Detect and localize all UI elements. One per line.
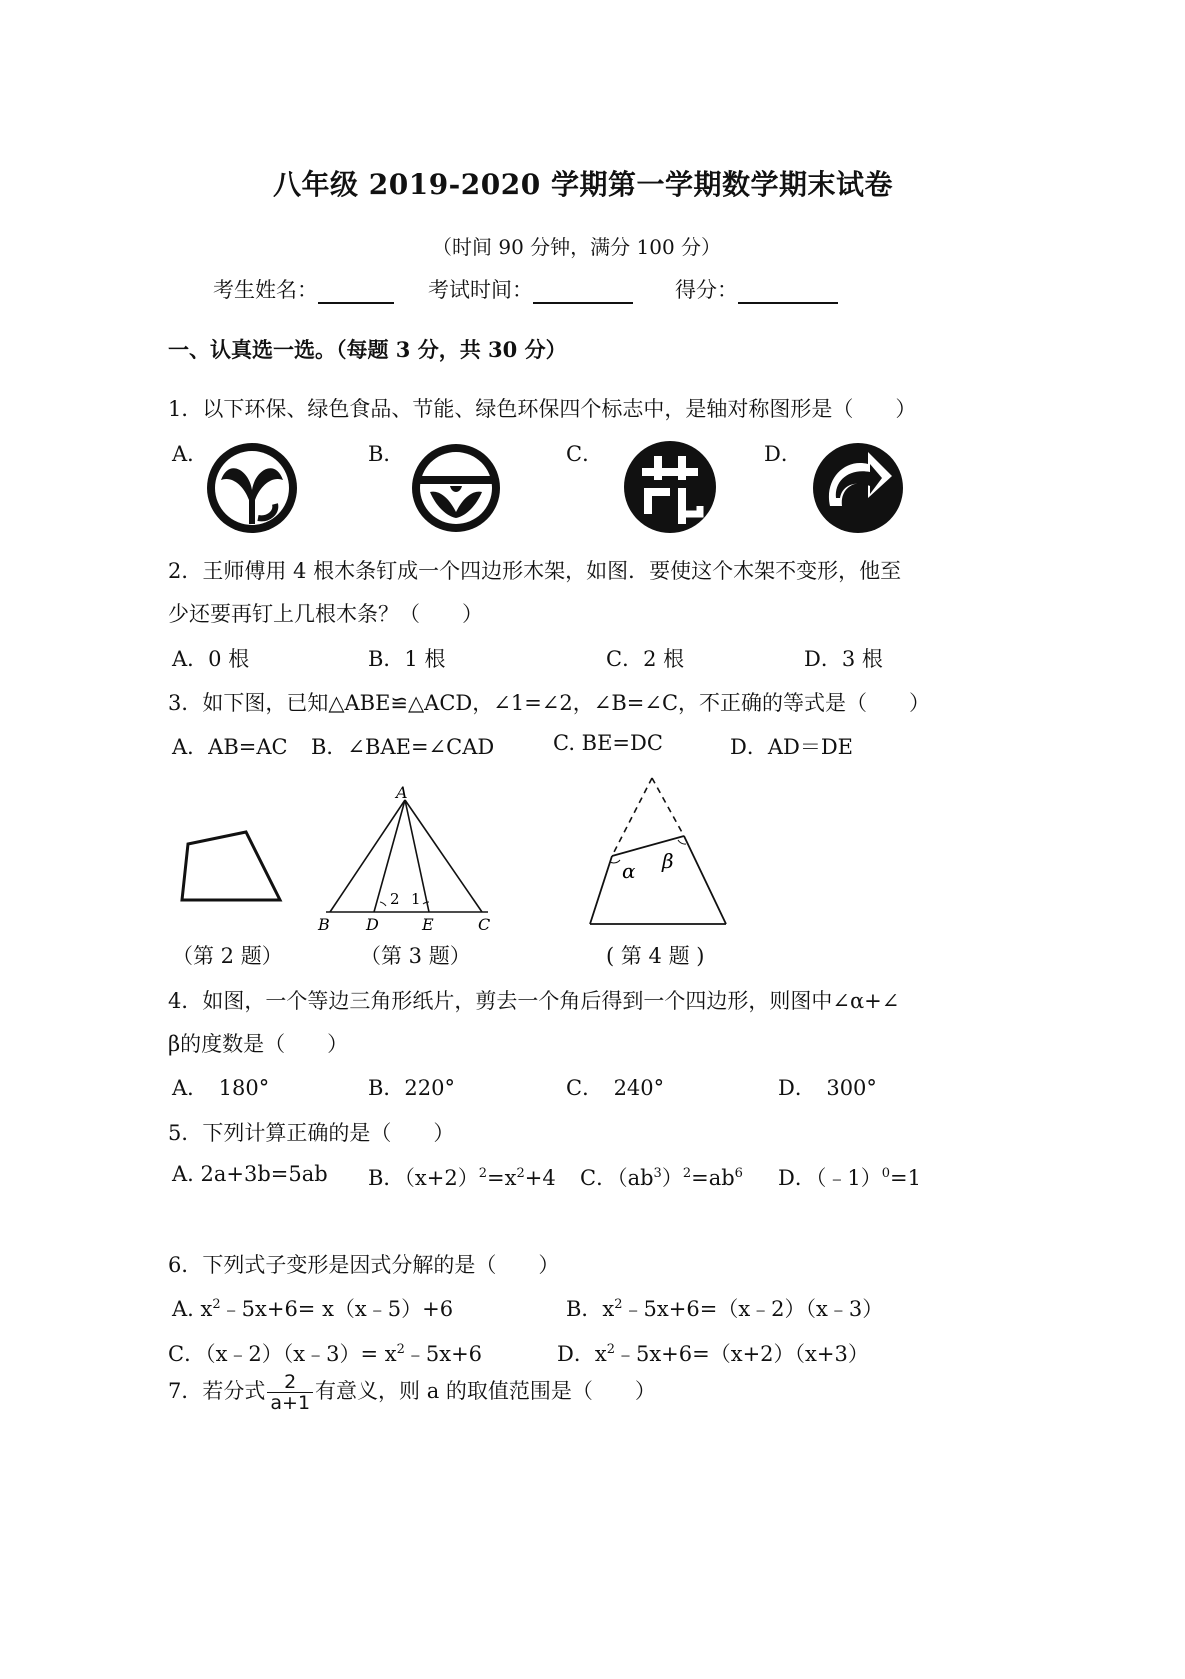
q3-option-d: D．AD＝DE bbox=[730, 735, 854, 759]
exam-time-blank[interactable] bbox=[533, 278, 633, 304]
exam-time-label: 考试时间： bbox=[428, 278, 533, 302]
q4-option-c: C． 240° bbox=[566, 1076, 665, 1100]
question-7-stem: 7．若分式 $\frac{2}{a+1}$ 有意义，则 a 的取值范围是（ ） bbox=[168, 1371, 656, 1414]
q3-option-c: C. BE=DC bbox=[553, 731, 663, 755]
q5-option-d: D．（﹣1）$^0$=1 bbox=[778, 1166, 921, 1190]
q1-option-b-label: B． bbox=[368, 442, 405, 466]
question-2-stem-line1: 2．王师傅用 4 根木条钉成一个四边形木架，如图．要使这个木架不变形，他至 bbox=[168, 559, 902, 583]
student-name-blank[interactable] bbox=[318, 278, 394, 304]
score-field[interactable] bbox=[675, 274, 838, 304]
fraction: $\frac{2}{a+1}$ bbox=[267, 1372, 313, 1413]
fig3-label-angle2: 2 bbox=[390, 890, 400, 908]
q6-option-a: A. $x^2﹣5x+6=$ x（x﹣5）+6 bbox=[172, 1297, 454, 1321]
fig4-label-alpha: α bbox=[622, 859, 636, 883]
q2-option-c: C．2 根 bbox=[606, 647, 685, 671]
question-6-stem: 6．下列式子变形是因式分解的是（ ） bbox=[168, 1253, 560, 1277]
fig4-label-beta: β bbox=[662, 849, 674, 873]
q5-option-a: A. 2a+3b=5ab bbox=[172, 1162, 328, 1186]
green-food-logo-b-icon bbox=[408, 440, 504, 536]
student-name-label: 考生姓名： bbox=[213, 278, 318, 302]
q2-option-a: A．0 根 bbox=[172, 647, 250, 671]
student-name-field[interactable] bbox=[213, 274, 394, 304]
q1-option-d-label: D． bbox=[764, 442, 802, 466]
question-1-stem: 1．以下环保、绿色食品、节能、绿色环保四个标志中，是轴对称图形是（ ） bbox=[168, 397, 917, 421]
recycle-arrow-logo-d-icon bbox=[810, 440, 906, 536]
q4-option-b: B．220° bbox=[368, 1076, 456, 1100]
question-5-stem: 5．下列计算正确的是（ ） bbox=[168, 1121, 455, 1145]
q1-option-c-label: C． bbox=[566, 442, 604, 466]
exam-subtitle: （时间 90 分钟，满分 100 分） bbox=[432, 235, 722, 259]
q5-option-c: C．$(ab^3)^2=ab^6$ bbox=[580, 1166, 743, 1190]
figure-3-triangle bbox=[310, 784, 500, 934]
q6-option-c: C．（x﹣2）（x﹣3）= $x^2﹣5x+6$ bbox=[168, 1342, 483, 1366]
section-heading: 一、认真选一选。（每题 3 分，共 30 分） bbox=[168, 337, 567, 362]
q1-option-a-label: A． bbox=[172, 442, 209, 466]
exam-time-field[interactable] bbox=[428, 274, 633, 304]
fig3-label-a: A bbox=[396, 784, 408, 802]
q4-option-d: D． 300° bbox=[778, 1076, 877, 1100]
score-blank[interactable] bbox=[738, 278, 838, 304]
q2-option-d: D．3 根 bbox=[804, 647, 883, 671]
figure-4-cut-triangle bbox=[582, 772, 732, 930]
q6-option-b: B．$x^2﹣5x+6=(x﹣2)(x﹣3)$ bbox=[566, 1297, 884, 1321]
question-2-stem-line2: 少还要再钉上几根木条？（ ） bbox=[168, 602, 483, 626]
fig3-label-angle1: 1 bbox=[411, 890, 421, 908]
fig3-label-e: E bbox=[422, 915, 434, 934]
q4-option-a: A． 180° bbox=[172, 1076, 270, 1100]
figure-2-caption: （第 2 题） bbox=[172, 944, 283, 968]
q3-option-b: B．∠BAE=∠CAD bbox=[311, 735, 495, 759]
score-label: 得分： bbox=[675, 278, 738, 302]
question-4-stem-line1: 4．如图，一个等边三角形纸片，剪去一个角后得到一个四边形，则图中∠α+∠ bbox=[168, 989, 900, 1013]
q5-option-b: B．$(x+2)^2=x^2+4$ bbox=[368, 1166, 556, 1190]
fig3-label-d: D bbox=[366, 915, 379, 934]
fig3-label-c: C bbox=[478, 915, 491, 934]
figure-3-caption: （第 3 题） bbox=[360, 944, 471, 968]
eco-logo-a-icon bbox=[203, 440, 301, 536]
question-4-stem-line2: β的度数是（ ） bbox=[168, 1032, 349, 1056]
q2-option-b: B．1 根 bbox=[368, 647, 446, 671]
q3-option-a: A．AB=AC bbox=[172, 735, 288, 759]
question-3-stem: 3．如下图，已知△ABE≌△ACD，∠1=∠2，∠B=∠C，不正确的等式是（ ） bbox=[168, 691, 931, 715]
q6-option-d: D．$x^2﹣5x+6=(x+2)(x+3)$ bbox=[557, 1342, 869, 1366]
figure-2-quadrilateral bbox=[176, 826, 286, 906]
energy-saving-logo-c-icon bbox=[620, 438, 720, 536]
page-title: 八年级 2019-2020 学期第一学期数学期末试卷 bbox=[273, 168, 893, 201]
figure-4-caption: ( 第 4 题 ) bbox=[606, 944, 705, 968]
fig3-label-b: B bbox=[318, 915, 330, 934]
